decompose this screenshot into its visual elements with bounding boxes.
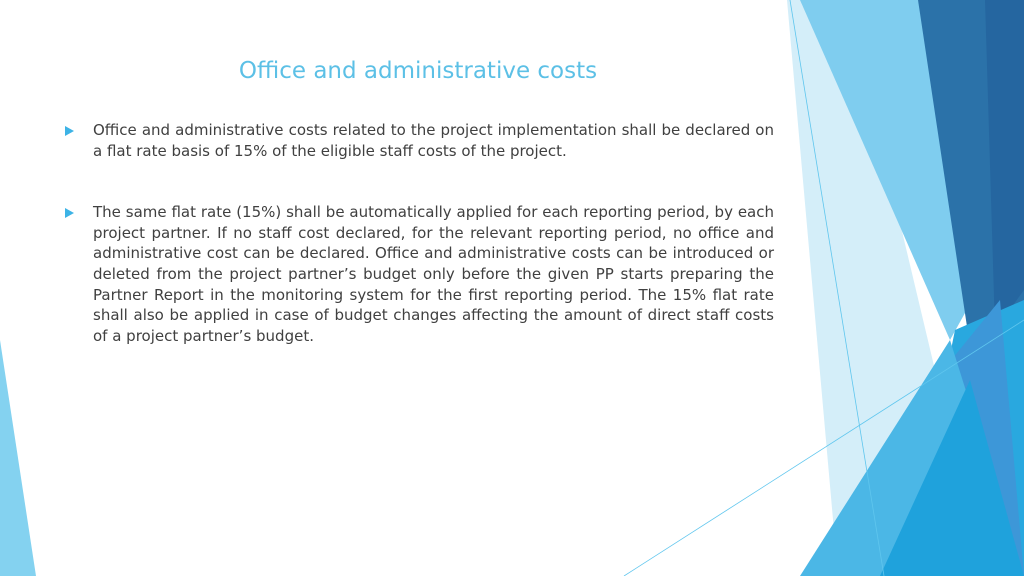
bullet-list [60,120,774,346]
bullet-text: The same flat rate (15%) shall be automatically applied for each reporting period, by each project partner. If no staff cost declared, for the relevant reporting period, no office and administrative cost can be declared. Office and administrative costs can be introduced or deleted from the project partner’s budget only before the given PP starts preparing the Partner Report in the monitoring system for the first reporting period. The 15% flat rate shall also be applied in case of budget changes affecting the amount of direct staff costs of a project partner’s budget. [93,203,774,345]
bottom-left-sliver [0,340,36,576]
slide-title: Office and administrative costs [238,58,598,84]
bullet-item [60,202,774,346]
bullet-text: Office and administrative costs related to the project implementation shall be declared on a flat rate basis of 15% of the eligible staff costs of the project. [93,121,774,160]
triangle-bullet-icon [65,126,74,136]
bullet-item [60,120,774,161]
triangle-bullet-icon [65,208,74,218]
